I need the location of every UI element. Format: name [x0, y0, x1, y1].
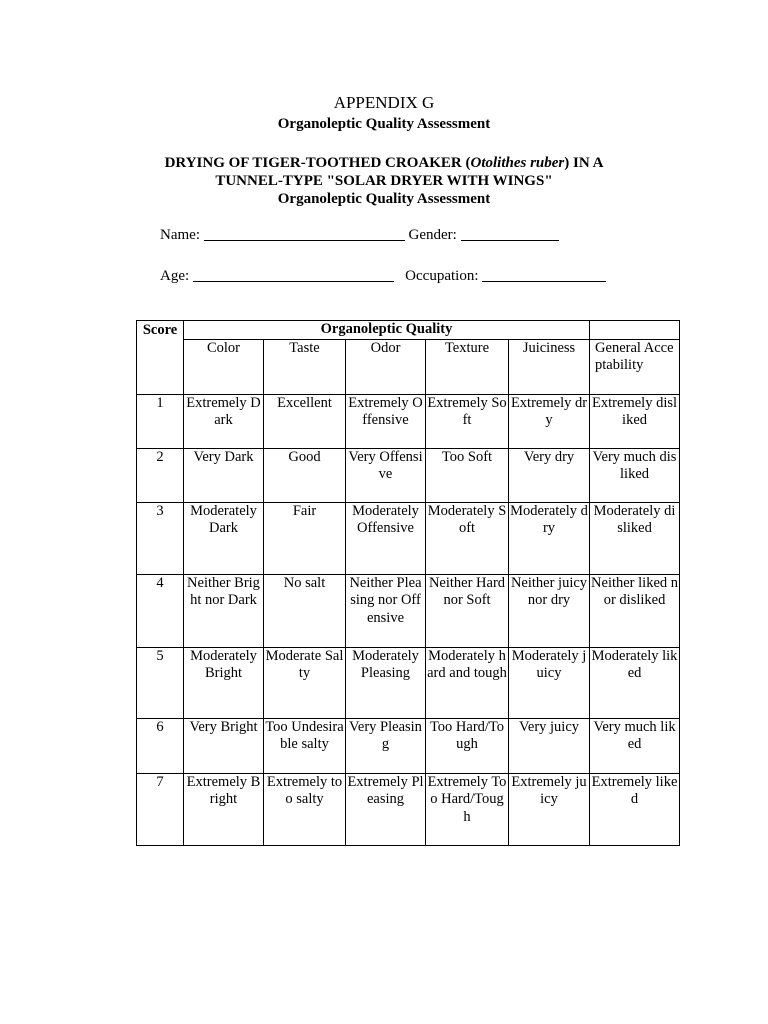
table-row	[137, 574, 680, 647]
table-cell: Very dry	[509, 448, 590, 502]
study-title-post: ) IN A	[564, 155, 604, 171]
table-cell: Extremely Soft	[426, 394, 509, 448]
name-gender-row	[160, 226, 559, 244]
table-row	[137, 647, 680, 718]
table-row	[137, 448, 680, 502]
table-cell: Too Undesirable salty	[264, 718, 346, 773]
table-cell: Extremely Dark	[184, 394, 264, 448]
study-title-line1	[0, 154, 768, 172]
study-title	[0, 154, 768, 208]
table-cell: Extremely liked	[590, 773, 680, 845]
study-title-line2: TUNNEL-TYPE "SOLAR DRYER WITH WINGS"	[215, 173, 553, 189]
gender-label: Gender:	[408, 227, 457, 243]
table-cell: No salt	[264, 574, 346, 647]
table-cell: Neither Pleasing nor Offensive	[346, 574, 426, 647]
occupation-field[interactable]	[482, 267, 606, 282]
column-header: Odor	[346, 339, 426, 394]
table-cell: Extremely dry	[509, 394, 590, 448]
table-cell: Extremely juicy	[509, 773, 590, 845]
organoleptic-table	[136, 320, 680, 846]
age-field[interactable]	[193, 267, 394, 282]
species-name: Otolithes ruber	[470, 155, 565, 171]
name-field[interactable]	[204, 226, 405, 241]
table-cell: Very juicy	[509, 718, 590, 773]
table-cell: Moderately Dark	[184, 502, 264, 574]
table-cell: Moderate Salty	[264, 647, 346, 718]
gender-field[interactable]	[461, 226, 559, 241]
column-header: Juiciness	[509, 339, 590, 394]
table-cell: Extremely Pleasing	[346, 773, 426, 845]
table-row	[137, 502, 680, 574]
age-occupation-row	[160, 267, 606, 285]
table-cell: Moderately Soft	[426, 502, 509, 574]
table-cell: Extremely disliked	[590, 394, 680, 448]
column-header: Color	[184, 339, 264, 394]
table-cell: Too Hard/Tough	[426, 718, 509, 773]
table-cell: Moderately Pleasing	[346, 647, 426, 718]
table-cell: Good	[264, 448, 346, 502]
score-header: Score	[137, 321, 184, 395]
table-row	[137, 773, 680, 845]
organoleptic-quality-header: Organoleptic Quality	[184, 321, 590, 340]
table-subheader-row	[137, 339, 680, 394]
table-cell: Very Dark	[184, 448, 264, 502]
name-label: Name:	[160, 227, 200, 243]
table-cell: Neither Hard nor Soft	[426, 574, 509, 647]
appendix-title: APPENDIX G	[333, 93, 435, 112]
occupation-label: Occupation:	[405, 268, 479, 284]
table-cell: Moderately dry	[509, 502, 590, 574]
table-cell: Moderately Bright	[184, 647, 264, 718]
score-cell: 4	[137, 574, 184, 647]
table-cell: Neither Bright nor Dark	[184, 574, 264, 647]
appendix-subtitle: Organoleptic Quality Assessment	[277, 116, 491, 132]
table-header-row	[137, 321, 680, 340]
table-row	[137, 394, 680, 448]
score-cell: 5	[137, 647, 184, 718]
table-cell: Moderately juicy	[509, 647, 590, 718]
table-cell: Moderately hard and tough	[426, 647, 509, 718]
table-cell: Very much disliked	[590, 448, 680, 502]
table-cell: Very much liked	[590, 718, 680, 773]
table-cell: Extremely Too Hard/Tough	[426, 773, 509, 845]
age-label: Age:	[160, 268, 190, 284]
table-cell: Moderately liked	[590, 647, 680, 718]
study-title-pre: DRYING OF TIGER-TOOTHED CROAKER (	[164, 155, 471, 171]
table-cell: Fair	[264, 502, 346, 574]
table-cell: Very Pleasing	[346, 718, 426, 773]
empty-header-cell	[590, 321, 680, 340]
table-cell: Excellent	[264, 394, 346, 448]
table-cell: Very Bright	[184, 718, 264, 773]
column-header: General Acceptability	[590, 339, 680, 394]
score-cell: 3	[137, 502, 184, 574]
table-cell: Neither liked nor disliked	[590, 574, 680, 647]
table-cell: Moderately Offensive	[346, 502, 426, 574]
score-cell: 2	[137, 448, 184, 502]
table-row	[137, 718, 680, 773]
table-cell: Moderately disliked	[590, 502, 680, 574]
column-header: Taste	[264, 339, 346, 394]
table-cell: Extremely Bright	[184, 773, 264, 845]
table-cell: Extremely too salty	[264, 773, 346, 845]
table-cell: Too Soft	[426, 448, 509, 502]
column-header: Texture	[426, 339, 509, 394]
table-cell: Very Offensive	[346, 448, 426, 502]
score-cell: 1	[137, 394, 184, 448]
table-cell: Neither juicy nor dry	[509, 574, 590, 647]
score-cell: 7	[137, 773, 184, 845]
score-cell: 6	[137, 718, 184, 773]
table-cell: Extremely Offensive	[346, 394, 426, 448]
study-title-line3: Organoleptic Quality Assessment	[277, 191, 491, 207]
